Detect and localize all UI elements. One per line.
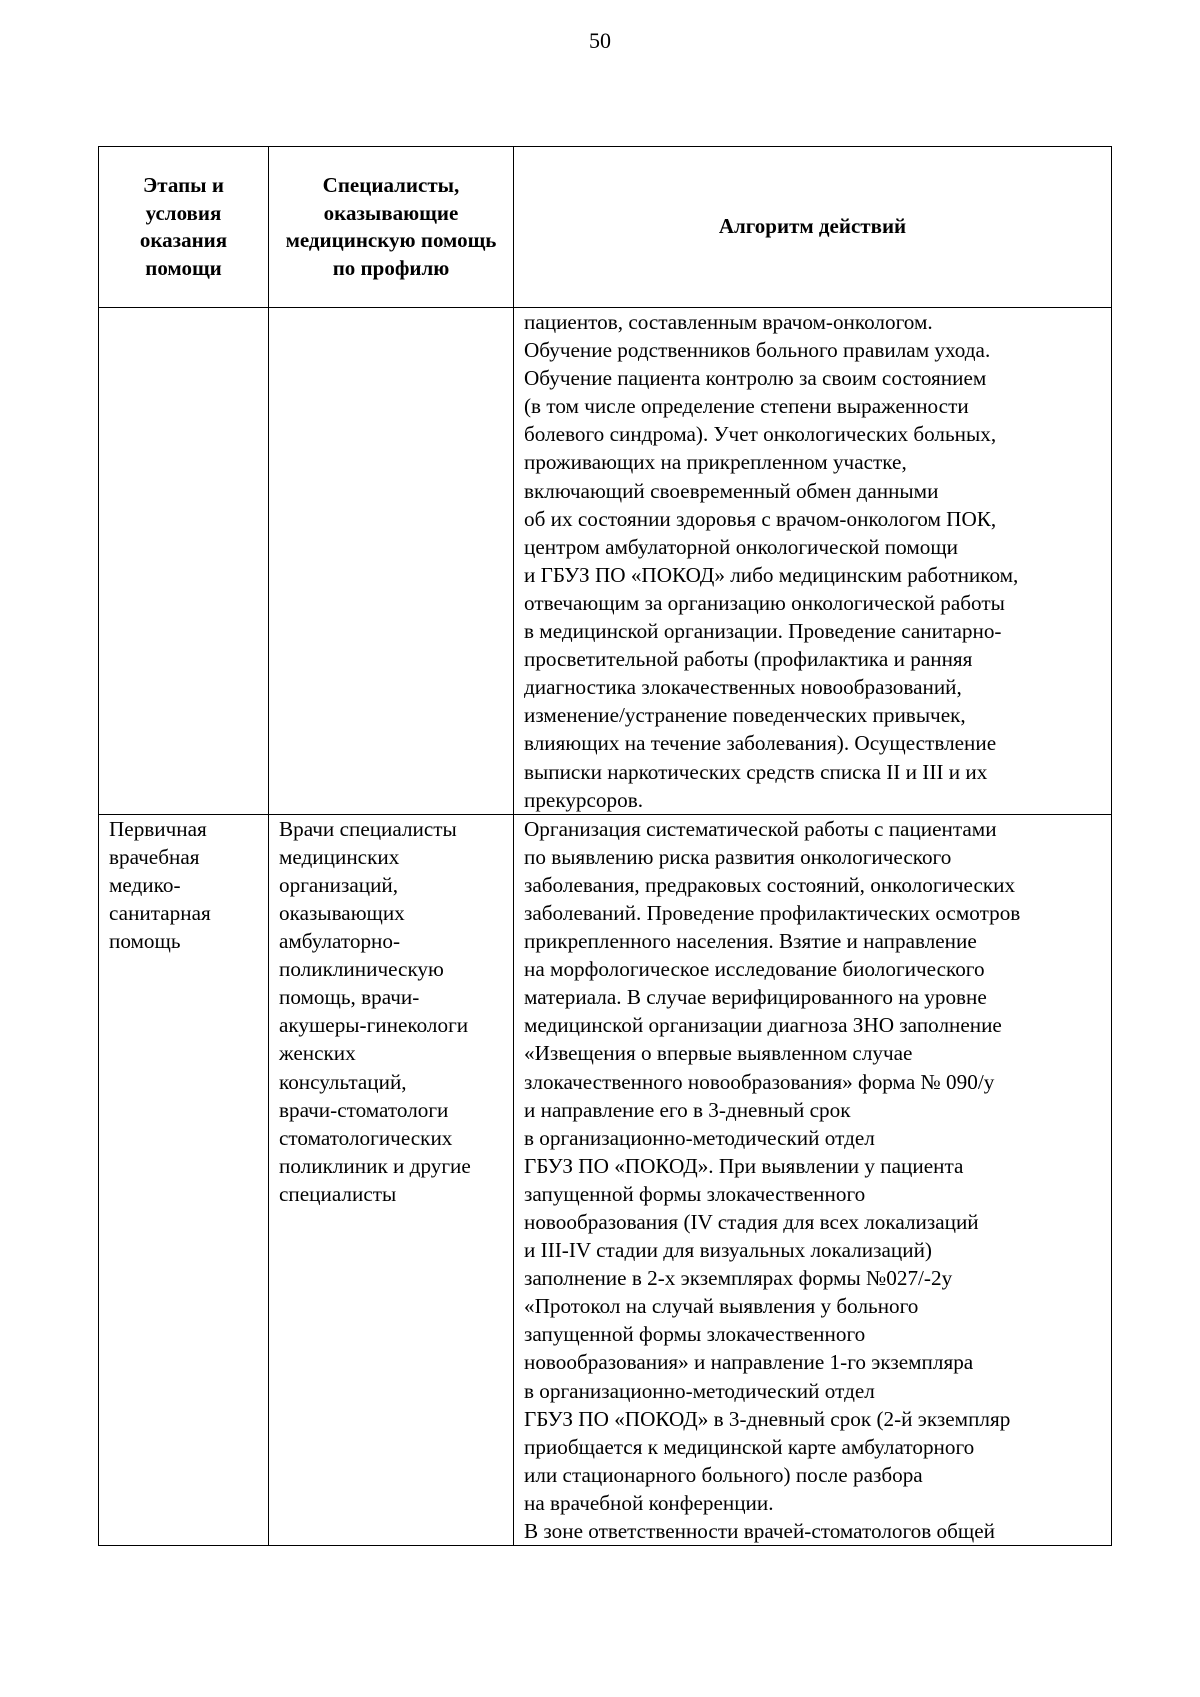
table-header-row <box>99 147 1112 308</box>
text-line: просветительной работы (профилактика и ранняя <box>524 647 973 672</box>
text-line: «Протокол на случай выявления у больного <box>524 1294 919 1319</box>
text-line: врачи-стоматологи <box>279 1097 449 1122</box>
text-line: медико- <box>109 872 181 897</box>
text-line: помощь <box>109 929 181 954</box>
text-line: ГБУЗ ПО «ПОКОД» в 3-дневный срок (2-й экземпляр <box>524 1406 1011 1431</box>
text-line: и направление его в 3-дневный срок <box>524 1097 851 1122</box>
text-line: прикрепленного населения. Взятие и направление <box>524 929 977 954</box>
cell-algorithm <box>514 814 1112 1545</box>
algorithm-table <box>98 146 1112 1546</box>
text-line: акушеры-гинекологи <box>279 1013 469 1038</box>
text-line: болевого синдрома). Учет онкологических больных, <box>524 422 997 447</box>
text-line: заболеваний. Проведение профилактических осмотров <box>524 900 1021 925</box>
text-line: поликлиник и другие <box>279 1153 471 1178</box>
text-line: выписки наркотических средств списка II и III и их <box>524 759 988 784</box>
text-line: заболевания, предраковых состояний, онкологических <box>524 872 1016 897</box>
text-line: или стационарного больного) после разбора <box>524 1462 923 1487</box>
header-algorithm: Алгоритм действий <box>514 147 1112 308</box>
text-line: специалисты <box>279 1181 397 1206</box>
text-line: на морфологическое исследование биологического <box>524 957 985 982</box>
cell-algorithm <box>514 308 1112 815</box>
text-line: пациентов, составленным врачом-онкологом. <box>524 310 933 334</box>
text-line: приобщается к медицинской карте амбулаторного <box>524 1434 975 1459</box>
text-line: женских <box>279 1041 356 1066</box>
text-line: амбулаторно- <box>279 929 401 954</box>
text-line: включающий своевременный обмен данными <box>524 478 939 503</box>
text-line: проживающих на прикрепленном участке, <box>524 450 907 475</box>
page-number: 50 <box>589 28 611 53</box>
text-line: Первичная <box>109 816 207 841</box>
text-line: и ГБУЗ ПО «ПОКОД» либо медицинским работником, <box>524 562 1019 587</box>
text-line: медицинских <box>279 844 400 869</box>
text-line: поликлиническую <box>279 957 444 982</box>
cell-specialists <box>269 814 514 1545</box>
text-line: новообразования» и направление 1-го экземпляра <box>524 1350 974 1375</box>
header-stages: Этапы и условия оказания помощи <box>99 147 269 308</box>
text-line: и III-IV стадии для визуальных локализаций) <box>524 1238 932 1263</box>
text-line: изменение/устранение поведенческих привычек, <box>524 703 966 728</box>
text-line: отвечающим за организацию онкологической работы <box>524 590 1005 615</box>
text-line: санитарная <box>109 900 211 925</box>
table-row <box>99 814 1112 1545</box>
text-line: в организационно-методический отдел <box>524 1378 875 1403</box>
text-line: Обучение пациента контролю за своим состоянием <box>524 366 987 391</box>
cell-stage <box>99 814 269 1545</box>
text-line: Обучение родственников больного правилам ухода. <box>524 338 991 363</box>
text-line: В зоне ответственности врачей-стоматологов общей <box>524 1519 995 1544</box>
text-line: прекурсоров. <box>524 787 644 812</box>
text-line: врачебная <box>109 844 200 869</box>
text-line: злокачественного новообразования» форма № 090/у <box>524 1069 995 1094</box>
text-line: в медицинской организации. Проведение санитарно- <box>524 619 1002 644</box>
text-line: Организация систематической работы с пациентами <box>524 816 997 841</box>
cell-stage <box>99 308 269 815</box>
text-line: заполнение в 2-х экземплярах формы №027/-2у <box>524 1266 953 1291</box>
text-line: по выявлению риска развития онкологического <box>524 844 952 869</box>
cell-specialists <box>269 308 514 815</box>
table-row <box>99 308 1112 815</box>
text-line: Врачи специалисты <box>279 816 457 841</box>
text-line: на врачебной конференции. <box>524 1490 774 1515</box>
text-line: ГБУЗ ПО «ПОКОД». При выявлении у пациента <box>524 1153 964 1178</box>
text-line: влияющих на течение заболевания). Осуществление <box>524 731 997 756</box>
text-line: центром амбулаторной онкологической помощи <box>524 534 958 559</box>
text-line: материала. В случае верифицированного на уровне <box>524 985 987 1010</box>
text-line: помощь, врачи- <box>279 985 420 1010</box>
text-line: консультаций, <box>279 1069 407 1094</box>
text-line: организаций, <box>279 872 399 897</box>
text-line: новообразования (IV стадия для всех локализаций <box>524 1210 979 1234</box>
text-line: диагностика злокачественных новообразований, <box>524 675 962 700</box>
text-line: об их состоянии здоровья с врачом-онкологом ПОК, <box>524 506 997 531</box>
text-line: «Извещения о впервые выявленном случае <box>524 1041 913 1066</box>
text-line: стоматологических <box>279 1125 453 1150</box>
text-line: (в том числе определение степени выраженности <box>524 394 969 419</box>
header-specialists: Специалисты, оказывающие медицинскую помощь по профилю <box>269 147 514 308</box>
text-line: медицинской организации диагноза ЗНО заполнение <box>524 1013 1002 1038</box>
text-line: в организационно-методический отдел <box>524 1125 875 1150</box>
text-line: оказывающих <box>279 900 405 925</box>
text-line: запущенной формы злокачественного <box>524 1322 866 1347</box>
text-line: запущенной формы злокачественного <box>524 1181 866 1206</box>
